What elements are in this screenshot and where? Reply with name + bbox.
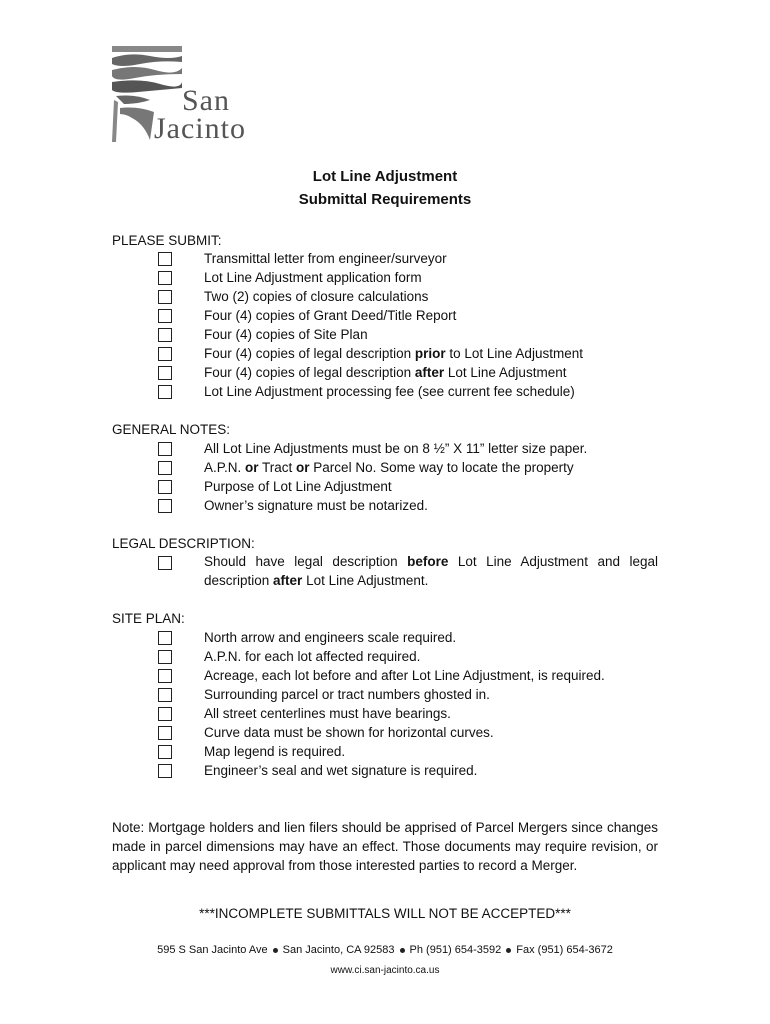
checklist-item-label: Two (2) copies of closure calculations	[204, 289, 429, 304]
bullet-icon	[273, 948, 278, 953]
checkbox[interactable]	[158, 726, 172, 740]
mortgage-note: Note: Mortgage holders and lien filers should be apprised of Parcel Mergers since changes made in parcel dimensions may have an effect. Those documents may require revision, or applicant may need approval from those interested parties to record a Merger.	[112, 820, 658, 873]
checkbox[interactable]	[158, 461, 172, 475]
checkbox[interactable]	[158, 745, 172, 759]
checklist-item-label: Owner’s signature must be notarized.	[204, 498, 428, 513]
checklist-item[interactable]	[158, 252, 658, 269]
incomplete-warning: ***INCOMPLETE SUBMITTALS WILL NOT BE ACCEPTED***	[199, 906, 571, 921]
checklist-item-label: Surrounding parcel or tract numbers ghosted in.	[204, 687, 490, 702]
checklist-item-label: Acreage, each lot before and after Lot Line Adjustment, is required.	[204, 668, 605, 683]
checklist-item[interactable]	[158, 745, 658, 762]
checkbox[interactable]	[158, 707, 172, 721]
section-heading-legal-description: LEGAL DESCRIPTION:	[112, 536, 255, 551]
checklist-item[interactable]	[158, 764, 658, 781]
checklist-item[interactable]	[158, 461, 658, 478]
checkbox[interactable]	[158, 385, 172, 399]
footer-street: 595 S San Jacinto Ave	[157, 944, 268, 956]
checklist-item-label: Curve data must be shown for horizontal curves.	[204, 725, 494, 740]
checkbox[interactable]	[158, 669, 172, 683]
checklist-item[interactable]	[158, 271, 658, 288]
checklist-item-label: Four (4) copies of Site Plan	[204, 327, 368, 342]
bullet-icon	[400, 948, 405, 953]
section-heading-submit: PLEASE SUBMIT:	[112, 233, 222, 248]
checklist-item-label: Four (4) copies of legal description after Lot Line Adjustment	[204, 365, 567, 380]
checklist-item[interactable]	[158, 309, 658, 326]
footer-fax: Fax (951) 654-3672	[516, 944, 613, 956]
checklist-item[interactable]	[158, 442, 658, 459]
checklist-item[interactable]	[158, 328, 658, 345]
checkbox[interactable]	[158, 442, 172, 456]
checklist-item-label: Transmittal letter from engineer/surveyor	[204, 251, 447, 266]
checklist-item-label: Four (4) copies of legal description prior to Lot Line Adjustment	[204, 346, 583, 361]
checklist-item[interactable]	[158, 347, 658, 364]
checkbox[interactable]	[158, 631, 172, 645]
checkbox[interactable]	[158, 309, 172, 323]
checkbox[interactable]	[158, 328, 172, 342]
checklist-item-label: A.P.N. or Tract or Parcel No. Some way to locate the property	[204, 460, 574, 475]
section-heading-site-plan: SITE PLAN:	[112, 611, 185, 626]
checklist-item-label: Lot Line Adjustment processing fee (see current fee schedule)	[204, 384, 575, 399]
checkbox[interactable]	[158, 480, 172, 494]
checkbox[interactable]	[158, 499, 172, 513]
checklist-item[interactable]	[158, 366, 658, 383]
checklist-item[interactable]	[158, 726, 658, 743]
checklist-item-label: Map legend is required.	[204, 744, 346, 759]
checklist-item[interactable]	[158, 556, 178, 573]
checklist-item-label: A.P.N. for each lot affected required.	[204, 649, 421, 664]
checklist-item[interactable]	[158, 631, 658, 648]
footer-city: San Jacinto, CA 92583	[282, 944, 395, 956]
checklist-item[interactable]	[158, 385, 658, 402]
checklist-item-label: All Lot Line Adjustments must be on 8 ½” X 11” letter size paper.	[204, 441, 588, 456]
checklist-item[interactable]	[158, 669, 658, 686]
checklist-item[interactable]	[158, 707, 658, 724]
city-logo	[110, 44, 270, 154]
checkbox[interactable]	[158, 764, 172, 778]
checkbox[interactable]	[158, 366, 172, 380]
logo-text-jacinto: Jacinto	[154, 112, 246, 145]
bullet-icon	[506, 948, 511, 953]
checklist-item[interactable]	[158, 480, 658, 497]
checkbox[interactable]	[158, 290, 172, 304]
checklist-item-label: North arrow and engineers scale required.	[204, 630, 457, 645]
section-heading-general-notes: GENERAL NOTES:	[112, 422, 231, 437]
checkbox[interactable]	[158, 271, 172, 285]
checklist-item-label: All street centerlines must have bearings.	[204, 706, 451, 721]
document-subtitle: Submittal Requirements	[298, 191, 472, 208]
footer-website[interactable]: www.ci.san-jacinto.ca.us	[330, 965, 440, 976]
document-title: Lot Line Adjustment	[312, 168, 458, 185]
checkbox[interactable]	[158, 556, 172, 570]
checklist-item[interactable]	[158, 290, 658, 307]
checkbox[interactable]	[158, 252, 172, 266]
checkbox[interactable]	[158, 347, 172, 361]
checklist-item-label: Four (4) copies of Grant Deed/Title Report	[204, 308, 457, 323]
checklist-item[interactable]	[158, 650, 658, 667]
checklist-item-label: Lot Line Adjustment application form	[204, 270, 422, 285]
checklist-item-label: Purpose of Lot Line Adjustment	[204, 479, 392, 494]
checklist-item-label: Engineer’s seal and wet signature is required.	[204, 763, 478, 778]
checkbox[interactable]	[158, 688, 172, 702]
logo-text-san: San	[182, 84, 230, 117]
checkbox[interactable]	[158, 650, 172, 664]
footer-address-line	[0, 944, 770, 956]
checklist-item[interactable]	[158, 499, 658, 516]
checklist-item[interactable]	[158, 688, 658, 705]
footer-phone: Ph (951) 654-3592	[409, 944, 502, 956]
legal-description-text: Should have legal description before Lot Line Adjustment and legal description after Lot Line Adjustment.	[204, 554, 658, 588]
